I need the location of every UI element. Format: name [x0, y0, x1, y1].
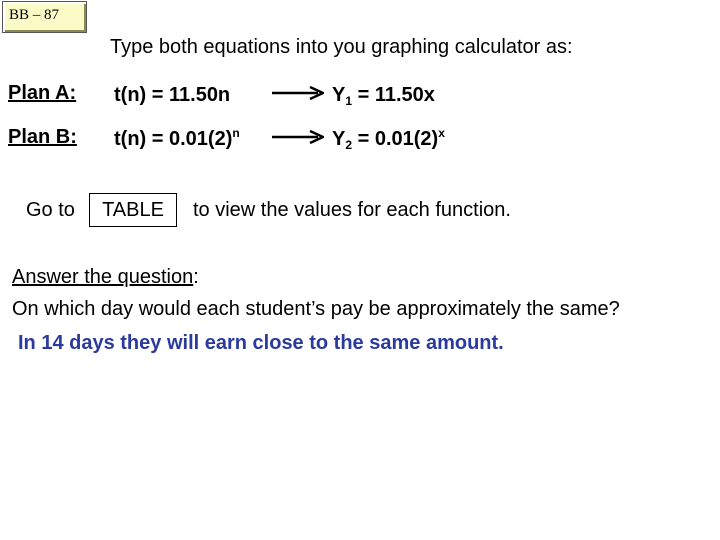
answer-heading: Answer the question: — [12, 266, 199, 288]
plan-b-function: $t(n) = 0.01(2)^n$ — [114, 126, 240, 150]
answer-text: In 14 days they will earn close to the same amount. — [18, 332, 504, 354]
table-button[interactable]: TABLE — [89, 193, 177, 227]
plan-a-y-equation: $Y_1 = 11.50x$ — [332, 84, 435, 108]
plan-a-function: t(n) = 11.50n — [114, 84, 231, 106]
view-values-text: to view the values for each function. — [193, 199, 511, 221]
plan-b-y-equation: $Y_2 = 0.01(2)^x$ — [332, 126, 445, 152]
question-text: On which day would each student’s pay be approximately the same? — [12, 298, 620, 320]
plan-a-label: Plan A: — [8, 82, 77, 104]
plan-b-label: Plan B: — [8, 126, 77, 148]
slide-badge — [2, 1, 87, 33]
intro-text: Type both equations into you graphing calculator as: — [110, 36, 573, 58]
slide-badge-label: BB – 87 — [9, 7, 60, 23]
arrow-right-icon — [272, 86, 324, 100]
goto-text: Go to — [26, 199, 75, 221]
arrow-right-icon — [272, 130, 324, 144]
